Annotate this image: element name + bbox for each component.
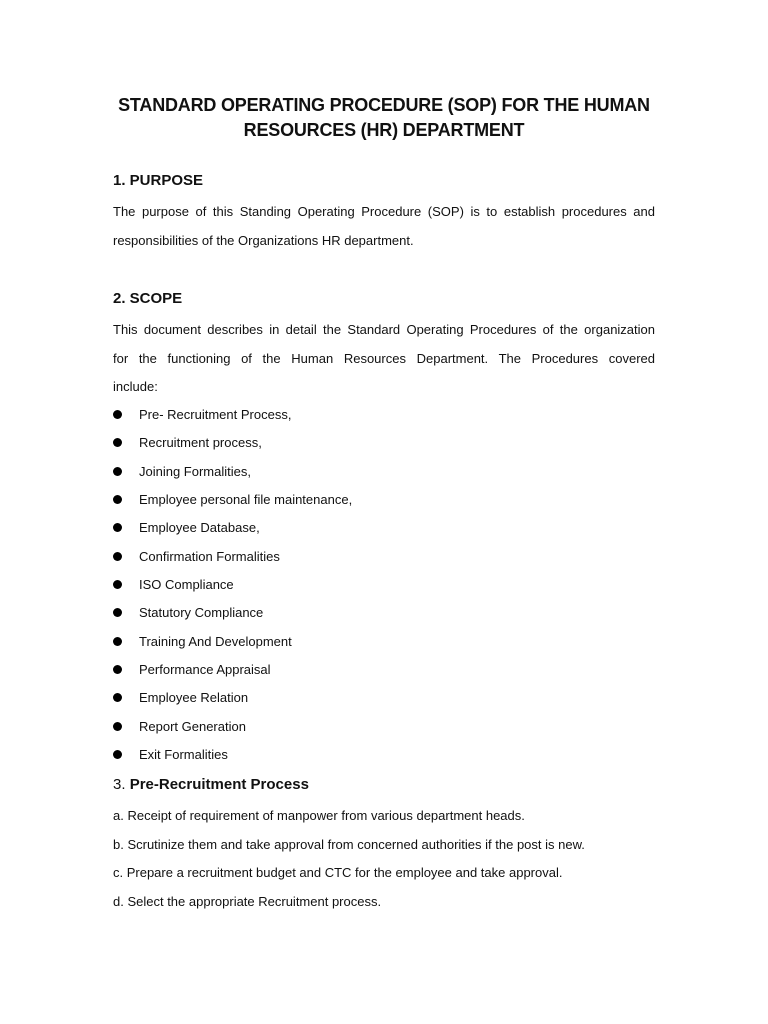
bullet-icon [113, 495, 122, 504]
step-item: b. Scrutinize them and take approval from concerned authorities if the post is new. [113, 836, 585, 852]
bullet-icon [113, 523, 122, 532]
list-item: Exit Formalities [113, 741, 352, 769]
list-item: Statutory Compliance [113, 599, 352, 627]
bullet-icon [113, 750, 122, 759]
list-item: Performance Appraisal [113, 656, 352, 684]
bullet-icon [113, 637, 122, 646]
document-title [60, 93, 708, 143]
section-title: Pre-Recruitment Process [129, 776, 309, 793]
pre-recruitment-steps [113, 802, 673, 916]
list-item: Employee personal file maintenance, [113, 486, 352, 514]
step-item: c. Prepare a recruitment budget and CTC for the employee and take approval. [113, 865, 563, 881]
title-line-1: STANDARD OPERATING PROCEDURE (SOP) FOR THE HUMAN [118, 95, 650, 115]
scope-paragraph [113, 316, 655, 402]
purpose-paragraph [113, 198, 655, 255]
section-number: 3. [113, 776, 126, 793]
scope-line-2: for the functioning of the Human Resources Department. The Procedures covered [113, 350, 655, 366]
list-item: Employee Relation [113, 684, 352, 712]
scope-line-1: This document describes in detail the Standard Operating Procedures of the organization [113, 322, 655, 337]
pre-recruitment-heading [113, 775, 309, 795]
bullet-icon [113, 608, 122, 617]
list-item: Recruitment process, [113, 429, 352, 457]
scope-procedure-list [113, 401, 352, 769]
list-item: Pre- Recruitment Process, [113, 401, 352, 429]
purpose-line-1: The purpose of this Standing Operating Procedure (SOP) is to establish procedures and [113, 204, 655, 219]
scope-heading: 2. SCOPE [113, 290, 183, 307]
scope-line-3: include: [113, 379, 158, 394]
step-item: a. Receipt of requirement of manpower from various department heads. [113, 808, 525, 823]
title-line-2: RESOURCES (HR) DEPARTMENT [243, 120, 525, 140]
bullet-icon [113, 410, 122, 419]
bullet-icon [113, 552, 122, 561]
list-item: Report Generation [113, 713, 352, 741]
purpose-heading: 1. PURPOSE [113, 172, 204, 189]
bullet-icon [113, 693, 122, 702]
list-item: Employee Database, [113, 514, 352, 542]
bullet-icon [113, 438, 122, 447]
list-item: Joining Formalities, [113, 458, 352, 486]
list-item: ISO Compliance [113, 571, 352, 599]
bullet-icon [113, 467, 122, 476]
bullet-icon [113, 722, 122, 731]
list-item: Confirmation Formalities [113, 543, 352, 571]
purpose-line-2: responsibilities of the Organizations HR department. [113, 232, 414, 248]
bullet-icon [113, 580, 122, 589]
step-item: d. Select the appropriate Recruitment process. [113, 893, 382, 909]
list-item: Training And Development [113, 628, 352, 656]
bullet-icon [113, 665, 122, 674]
